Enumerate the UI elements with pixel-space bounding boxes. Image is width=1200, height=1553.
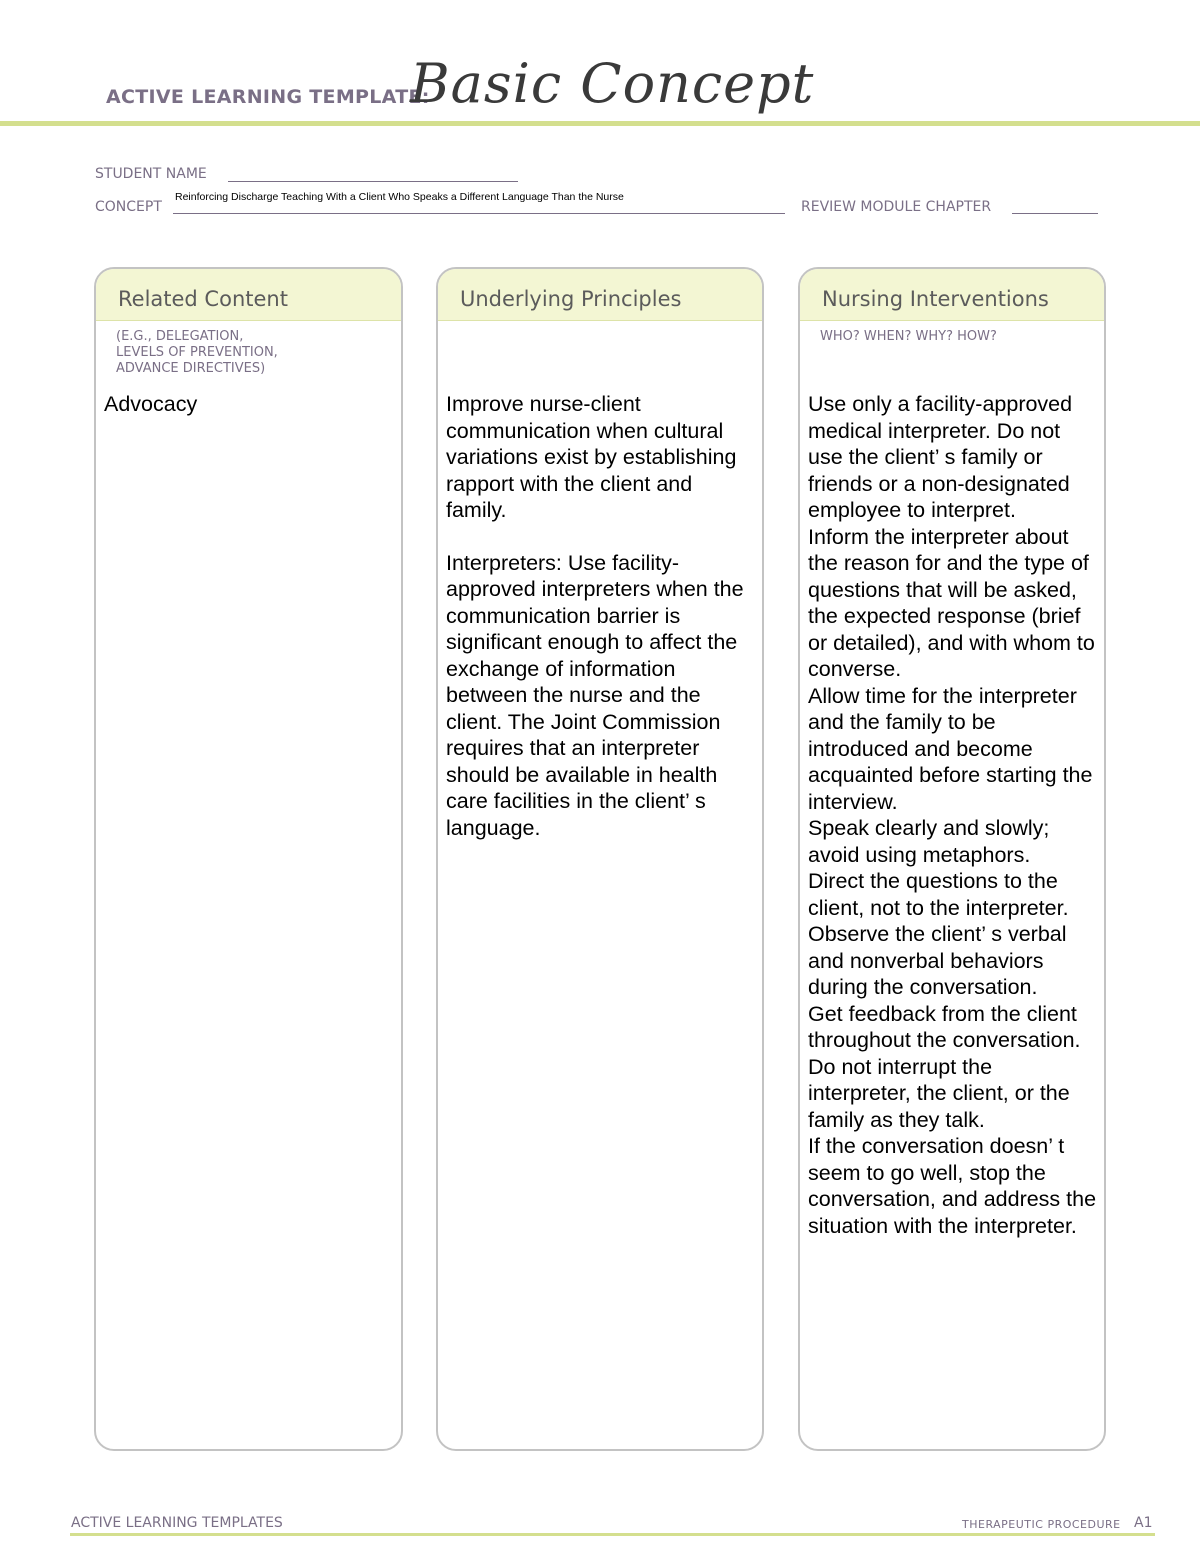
template-label: ACTIVE LEARNING TEMPLATE:: [106, 86, 430, 108]
related-content-text: Advocacy: [104, 392, 198, 416]
nursing-interventions-hint: WHO? WHEN? WHY? HOW?: [820, 329, 997, 344]
hint-line: LEVELS OF PREVENTION,: [116, 345, 278, 360]
intervention-item: Do not interrupt the interpreter, the client, or the family as they talk.: [808, 1054, 1070, 1132]
related-content-hint: [116, 329, 278, 377]
intervention-item: Direct the questions to the client, not to the interpreter.: [808, 869, 1069, 920]
concept-label: CONCEPT: [95, 199, 162, 215]
principle-paragraph: Improve nurse-client communication when cultural variations exist by establishing rapport with the client and family.: [446, 392, 737, 522]
concept-value: Reinforcing Discharge Teaching With a Client Who Speaks a Different Language Than the Nurse: [175, 191, 624, 203]
footer-rule: [70, 1533, 1155, 1536]
hint-line: (E.G., DELEGATION,: [116, 329, 244, 344]
footer-right-label: THERAPEUTIC PROCEDURE: [962, 1518, 1121, 1531]
footer-left-label: ACTIVE LEARNING TEMPLATES: [71, 1515, 283, 1531]
intervention-item: Speak clearly and slowly; avoid using metaphors.: [808, 816, 1050, 867]
review-module-field[interactable]: [1012, 213, 1098, 214]
review-module-label: REVIEW MODULE CHAPTER: [801, 199, 992, 215]
concept-field[interactable]: [173, 213, 785, 214]
related-content-body[interactable]: [104, 391, 395, 418]
intervention-item: Use only a facility-approved medical interpreter. Do not use the client’ s family or friends or a non-designated employee to interpret.: [808, 392, 1073, 522]
intervention-item: If the conversation doesn’ t seem to go well, stop the conversation, and address the situation with the interpreter.: [808, 1134, 1097, 1238]
nursing-interventions-panel: [798, 267, 1106, 1451]
intervention-item: Observe the client’ s verbal and nonverbal behaviors during the conversation.: [808, 922, 1067, 999]
student-name-label: STUDENT NAME: [95, 166, 207, 182]
underlying-principles-panel: [436, 267, 764, 1451]
underlying-principles-title: Underlying Principles: [438, 269, 762, 321]
principle-paragraph: Interpreters: Use facility-approved interpreters when the communication barrier is significant enough to affect the exchange of information between the nurse and the client. The Joint Commission requires that an interpreter should be available in health care facilities in the client’ s language.: [446, 550, 744, 840]
related-content-panel: [94, 267, 403, 1451]
intervention-item: Inform the interpreter about the reason for and the type of questions that will be asked, the expected response (brief or detailed), and with whom to converse.: [808, 524, 1095, 681]
underlying-principles-body[interactable]: [446, 391, 756, 841]
intervention-item: Allow time for the interpreter and the family to be introduced and become acquainted before starting the interview.: [808, 683, 1093, 814]
hint-line: ADVANCE DIRECTIVES): [116, 361, 266, 376]
nursing-interventions-title: Nursing Interventions: [800, 269, 1104, 321]
template-title: Basic Concept: [410, 52, 815, 115]
nursing-interventions-body[interactable]: [808, 391, 1098, 1239]
footer-page-code: A1: [1134, 1515, 1153, 1531]
related-content-title: Related Content: [96, 269, 401, 321]
student-name-field[interactable]: [228, 181, 518, 182]
header-rule: [0, 121, 1200, 126]
intervention-item: Get feedback from the client throughout the conversation.: [808, 1001, 1081, 1052]
